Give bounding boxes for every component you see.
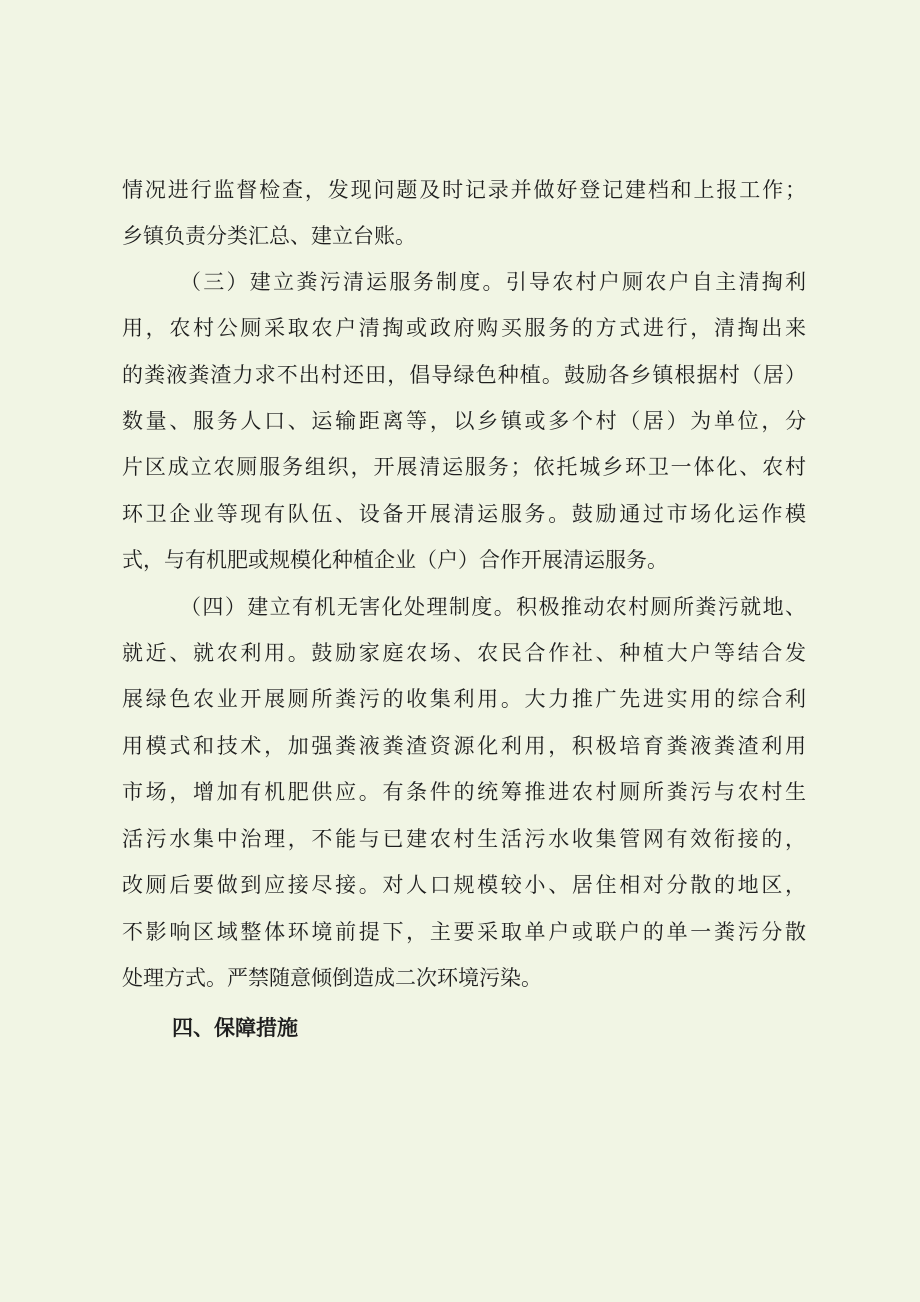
text-line: 活污水集中治理，不能与已建农村生活污水收集管网有效衔接的， (122, 827, 806, 851)
text-line: （三）建立粪污清运服务制度。引导农村户厕农户自主清掏利 (180, 270, 806, 294)
text-line: （四）建立有机无害化处理制度。积极推动农村厕所粪污就地、 (180, 595, 806, 619)
text-line: 市场，增加有机肥供应。有条件的统筹推进农村厕所粪污与农村生 (122, 780, 806, 804)
text-line: 用，农村公厕采取农户清掏或政府购买服务的方式进行，清掏出来 (122, 316, 806, 340)
text-line: 式，与有机肥或规模化种植企业（户）合作开展清运服务。 (122, 548, 668, 572)
text-line: 改厕后要做到应接尽接。对人口规模较小、居住相对分散的地区， (122, 873, 806, 897)
section-heading: 四、保障措施 (172, 1016, 298, 1040)
text-line: 乡镇负责分类汇总、建立台账。 (122, 224, 416, 248)
text-line: 情况进行监督检查，发现问题及时记录并做好登记建档和上报工作； (122, 178, 806, 202)
text-line: 用模式和技术，加强粪液粪渣资源化利用，积极培育粪液粪渣利用 (122, 734, 806, 758)
text-line: 环卫企业等现有队伍、设备开展清运服务。鼓励通过市场化运作模 (122, 502, 806, 526)
text-line: 处理方式。严禁随意倾倒造成二次环境污染。 (122, 966, 542, 990)
text-line: 就近、就农利用。鼓励家庭农场、农民合作社、种植大户等结合发 (122, 641, 806, 665)
text-line: 片区成立农厕服务组织，开展清运服务；依托城乡环卫一体化、农村 (122, 455, 806, 479)
text-line: 展绿色农业开展厕所粪污的收集利用。大力推广先进实用的综合利 (122, 687, 806, 711)
text-line: 的粪液粪渣力求不出村还田，倡导绿色种植。鼓励各乡镇根据村（居） (122, 363, 806, 387)
text-line: 数量、服务人口、运输距离等，以乡镇或多个村（居）为单位，分 (122, 409, 806, 433)
text-line: 不影响区域整体环境前提下，主要采取单户或联户的单一粪污分散 (122, 920, 806, 944)
